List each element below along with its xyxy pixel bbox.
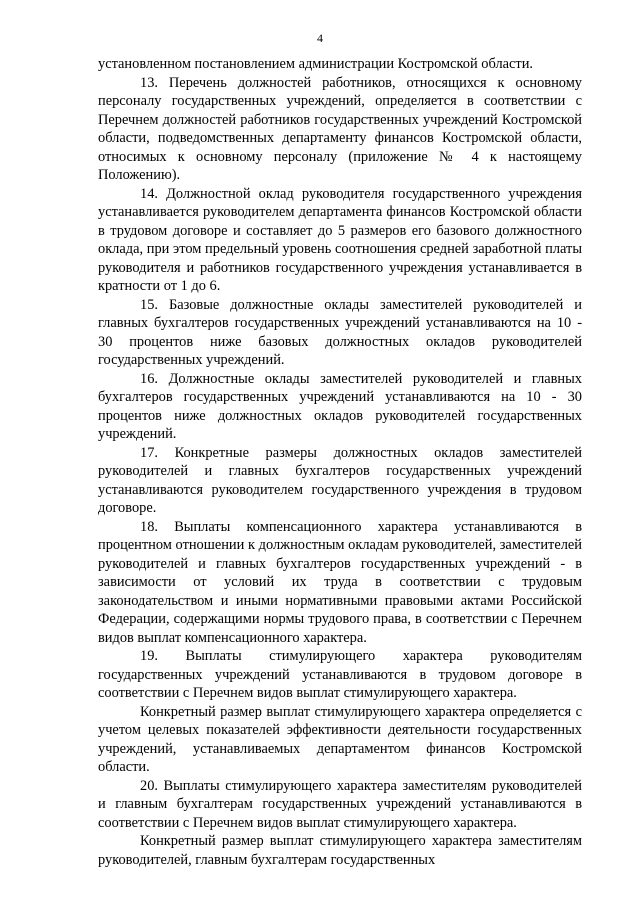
paragraph-17: 17. Конкретные размеры должностных окладов заместителей руководителей и главных бухгалтеров государственных учреждений устанавливаются руководителем государственного учреждения в трудовом договоре.: [98, 444, 582, 516]
page-number: 4: [317, 31, 323, 45]
paragraph-13: 13. Перечень должностей работников, относящихся к основному персоналу государственных учреждений, определяется в соответствии с Перечнем должностей работников государственных учреждений Костромской области, подведомственных департаменту финансов Костромской области, относимых к основному персоналу (приложение № 4 к настоящему Положению).: [98, 74, 582, 183]
document-body: [98, 55, 582, 869]
paragraph-19: 19. Выплаты стимулирующего характера руководителям государственных учреждений устанавливаются в трудовом договоре в соответствии с Перечнем видов выплат стимулирующего характера.: [98, 648, 582, 701]
paragraph-15: 15. Базовые должностные оклады заместителей руководителей и главных бухгалтеров государственных учреждений устанавливаются на 10 - 30 процентов ниже базовых должностных окладов руководителей государственных учреждений.: [98, 296, 582, 368]
paragraph-14: 14. Должностной оклад руководителя государственного учреждения устанавливается руководителем департамента финансов Костромской области в трудовом договоре и составляет до 5 размеров его базового должностного оклада, при этом предельный уровень соотношения средней заработной платы руководителя и работников государственного учреждения устанавливается в кратности от 1 до 6.: [98, 185, 582, 294]
paragraph-continuation: установленном постановлением администрации Костромской области.: [98, 56, 533, 72]
paragraph-16: 16. Должностные оклады заместителей руководителей и главных бухгалтеров государственных учреждений устанавливаются на 10 - 30 процентов ниже должностных окладов руководителей государственных учреждений.: [98, 370, 582, 442]
paragraph-19-detail: Конкретный размер выплат стимулирующего характера определяется с учетом целевых показателей эффективности деятельности государственных учреждений, устанавливаемых департаментом финансов Костромской области.: [98, 703, 582, 775]
paragraph-20-detail: Конкретный размер выплат стимулирующего характера заместителям руководителей, главным бухгалтерам государственных: [98, 833, 582, 868]
paragraph-20: 20. Выплаты стимулирующего характера заместителям руководителей и главным бухгалтерам государственных учреждений устанавливаются в соответствии с Перечнем видов выплат стимулирующего характера.: [98, 777, 582, 831]
paragraph-18: 18. Выплаты компенсационного характера устанавливаются в процентном отношении к должностным окладам руководителей, заместителей руководителей и главных бухгалтеров государственных учреждений - в зависимости от условий их труда в соответствии с трудовым законодательством и иными нормативными правовыми актами Российской Федерации, содержащими нормы трудового права, в соответствии с Перечнем видов выплат компенсационного характера.: [98, 518, 582, 646]
